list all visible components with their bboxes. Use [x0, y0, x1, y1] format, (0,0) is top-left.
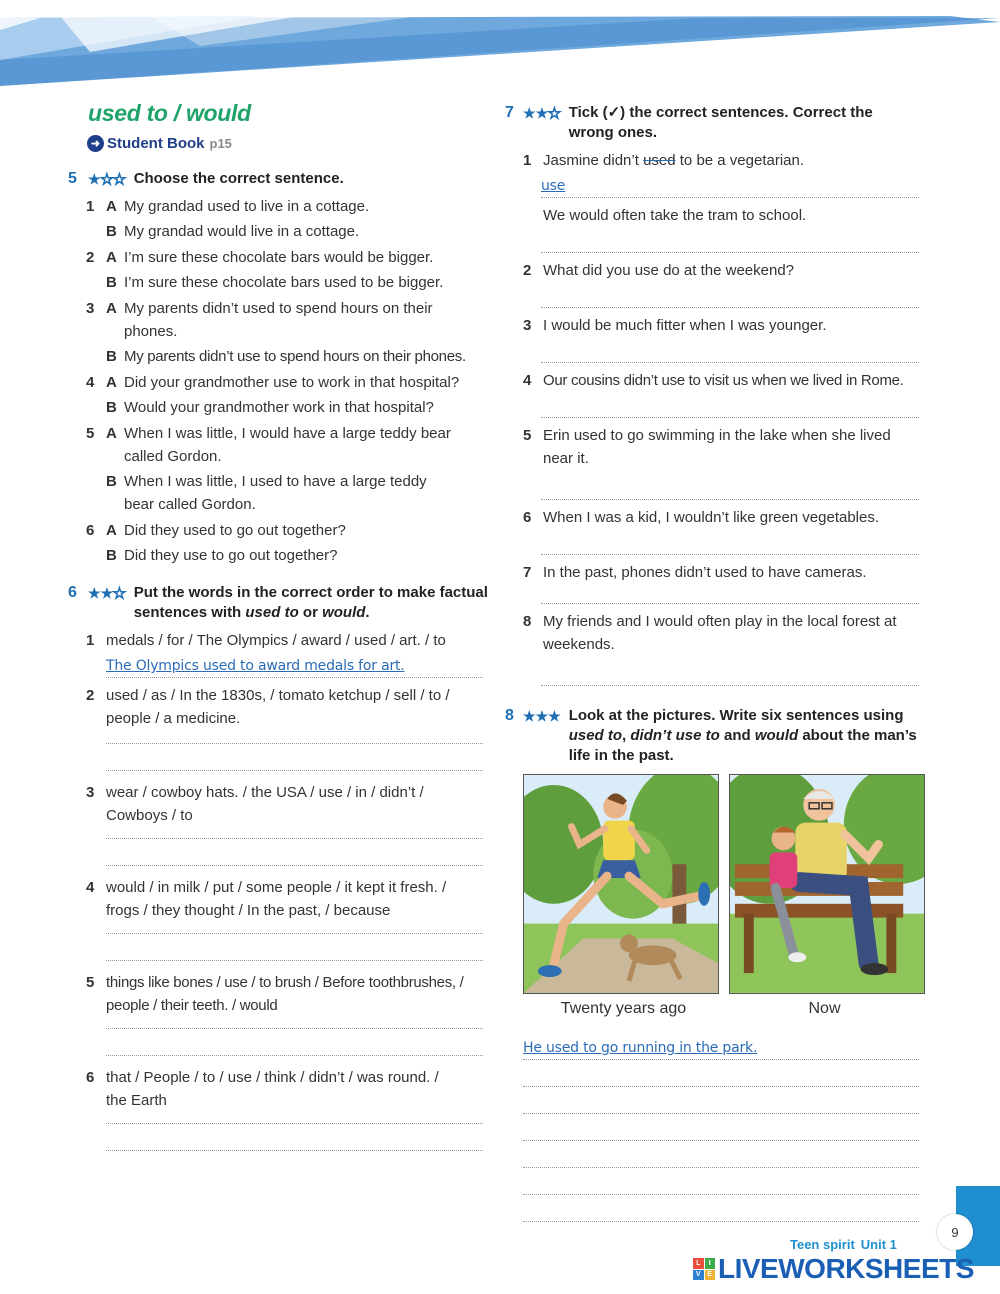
- option-text: I’m sure these chocolate bars would be bigger.: [124, 249, 434, 266]
- footer-book-title: [790, 1237, 897, 1252]
- item-number: 1: [86, 632, 95, 649]
- option-letter: A: [106, 300, 117, 317]
- item-number: 5: [523, 427, 532, 444]
- answer-line[interactable]: [541, 337, 919, 363]
- star-filled-icon: ★: [535, 708, 549, 724]
- exercise-5-items: [86, 195, 488, 567]
- student-book-page: p15: [209, 135, 232, 151]
- list-item: [86, 297, 488, 368]
- option-letter: B: [106, 399, 117, 416]
- difficulty-stars-2: [523, 103, 561, 123]
- list-item: [523, 369, 919, 418]
- list-item: [86, 1066, 483, 1151]
- sentence-text: Jasmine didn’t used to be a vegetarian.: [543, 152, 805, 169]
- list-item: [523, 314, 919, 363]
- exercise-instruction: Look at the pictures. Write six sentences using used to, didn’t use to and would about the man’s life in the past.: [568, 707, 917, 764]
- item-number: 1: [86, 198, 95, 215]
- list-item: [523, 424, 919, 500]
- option-a[interactable]: [86, 519, 488, 542]
- answer-line[interactable]: [541, 470, 919, 500]
- option-a[interactable]: [86, 422, 488, 468]
- exercise-number: 6: [68, 584, 77, 601]
- picture-pair: [523, 774, 925, 994]
- running-woman-illustration: [524, 775, 718, 993]
- star-filled-icon: ★: [100, 585, 114, 601]
- star-filled-icon: ★: [88, 585, 101, 601]
- answer-line[interactable]: [523, 1195, 919, 1222]
- option-text: Would your grandmother work in that hospital?: [124, 399, 434, 416]
- liveworksheets-wordmark: LIVEWORKSHEETS: [718, 1253, 974, 1284]
- list-item: [86, 876, 483, 961]
- exercise-6-items: [86, 629, 483, 1151]
- answer-line[interactable]: [106, 934, 483, 961]
- answer-line[interactable]: [541, 392, 919, 418]
- option-b[interactable]: [86, 345, 488, 368]
- answer-line[interactable]: [541, 174, 919, 198]
- option-text: When I was little, I would have a large teddy bear called Gordon.: [124, 425, 451, 465]
- answer-line[interactable]: [541, 656, 919, 686]
- option-b[interactable]: [86, 220, 488, 243]
- answer-line[interactable]: [541, 529, 919, 555]
- item-number: 2: [523, 262, 532, 279]
- star-empty-icon: ★: [113, 171, 126, 187]
- option-letter: B: [106, 473, 117, 490]
- star-empty-icon: ★: [100, 171, 114, 187]
- sentence-text: Our cousins didn’t use to visit us when we lived in Rome.: [543, 372, 904, 389]
- exercise-number: 8: [505, 707, 514, 724]
- word-jumble: that / People / to / use / think / didn’t / was round. / the Earth: [106, 1069, 439, 1109]
- option-a[interactable]: [86, 246, 488, 269]
- option-b[interactable]: [86, 470, 488, 516]
- item-number: 6: [523, 509, 532, 526]
- example-sentence: We would often take the tram to school.: [543, 207, 807, 224]
- answer-line[interactable]: [523, 1114, 919, 1141]
- difficulty-stars-2: [88, 583, 126, 603]
- option-b[interactable]: [86, 396, 488, 419]
- star-filled-icon: ★: [535, 105, 549, 121]
- word-jumble: things like bones / use / to brush / Before toothbrushes, / people / their teeth. / would: [106, 974, 464, 1014]
- option-b[interactable]: [86, 271, 488, 294]
- word-jumble: used / as / In the 1830s, / tomato ketchup / sell / to / people / a medicine.: [106, 687, 450, 727]
- answer-line[interactable]: [106, 744, 483, 771]
- list-item: [86, 519, 488, 567]
- option-text: My parents didn’t use to spend hours on their phones.: [124, 348, 466, 365]
- word-jumble: would / in milk / put / some people / it kept it fresh. / frogs / they thought / In the past, / because: [106, 879, 447, 919]
- exercise-instruction: Put the words in the correct order to make factual sentences with used to or would.: [133, 584, 488, 621]
- option-letter: B: [106, 223, 117, 240]
- item-number: 5: [86, 974, 95, 991]
- answer-line[interactable]: [523, 1168, 919, 1195]
- item-number: 6: [86, 1069, 95, 1086]
- star-empty-icon: ★: [113, 585, 126, 601]
- list-item: [86, 246, 488, 294]
- student-book-label: Student Book: [107, 134, 205, 152]
- picture-now: [729, 774, 925, 994]
- crossed-out-word: used: [643, 152, 676, 169]
- answer-line[interactable]: [523, 1036, 919, 1060]
- sentence-text: My friends and I would often play in the local forest at weekends.: [543, 613, 897, 653]
- option-a[interactable]: [86, 195, 488, 218]
- list-item: [86, 629, 483, 678]
- picture-captions: [523, 1000, 925, 1018]
- option-text: Did they used to go out together?: [124, 522, 346, 539]
- exercise-8-heading: [505, 706, 925, 766]
- list-item: [86, 971, 483, 1056]
- exercise-number: 7: [505, 104, 514, 121]
- item-number: 3: [86, 784, 95, 801]
- option-letter: A: [106, 249, 117, 266]
- liveworksheets-logo: [693, 1253, 974, 1285]
- sample-answer: The Olympics used to award medals for art.: [106, 658, 405, 674]
- book-name: Teen spirit: [790, 1237, 855, 1252]
- left-column: [68, 100, 488, 1151]
- section-title: used to / would: [88, 100, 251, 126]
- option-text: Did they use to go out together?: [124, 547, 338, 564]
- option-letter: B: [106, 274, 117, 291]
- answer-line[interactable]: [541, 282, 919, 308]
- item-number: 2: [86, 687, 95, 704]
- answer-line[interactable]: [541, 227, 919, 253]
- liveworksheets-badge-icon: L I V E: [693, 1258, 715, 1280]
- answer-line[interactable]: [106, 654, 483, 678]
- answer-line[interactable]: [106, 1124, 483, 1151]
- exercise-instruction: Tick (✓) the correct sentences. Correct the wrong ones.: [568, 104, 873, 141]
- list-item: [523, 149, 919, 253]
- item-number: 2: [86, 249, 95, 266]
- man-with-child-illustration: [730, 775, 924, 993]
- sample-correction: use: [541, 178, 566, 194]
- item-number: 6: [86, 522, 95, 539]
- exercise-6-heading: [68, 583, 488, 623]
- list-item: [523, 610, 919, 686]
- option-letter: A: [106, 374, 117, 391]
- sentence-text: I would be much fitter when I was younger.: [543, 317, 827, 334]
- answer-line[interactable]: [106, 730, 483, 744]
- option-a[interactable]: [86, 297, 488, 343]
- word-jumble: wear / cowboy hats. / the USA / use / in / didn’t / Cowboys / to: [106, 784, 424, 824]
- option-b[interactable]: [86, 544, 488, 567]
- exercise-7-items: [523, 149, 919, 686]
- difficulty-stars-3: [523, 706, 561, 726]
- sentence-text: When I was a kid, I wouldn’t like green vegetables.: [543, 509, 880, 526]
- right-column: [505, 103, 925, 1222]
- list-item: [86, 781, 483, 866]
- list-item: [523, 506, 919, 555]
- item-number: 4: [86, 879, 95, 896]
- item-number: 7: [523, 564, 532, 581]
- option-a[interactable]: [86, 371, 488, 394]
- exercise-5-heading: [68, 169, 488, 189]
- exercise-8-answers: [523, 1036, 919, 1222]
- sentence-text: Erin used to go swimming in the lake when she lived near it.: [543, 427, 891, 467]
- answer-line[interactable]: [541, 584, 919, 604]
- top-banner: [0, 0, 1000, 90]
- list-item: [86, 422, 488, 516]
- star-filled-icon: ★: [88, 171, 101, 187]
- answer-line[interactable]: [106, 1112, 483, 1124]
- exercise-7-heading: [505, 103, 925, 143]
- item-number: 3: [523, 317, 532, 334]
- page-number: 9: [937, 1214, 973, 1250]
- list-item: [86, 371, 488, 419]
- answer-line[interactable]: [106, 1017, 483, 1029]
- star-filled-icon: ★: [548, 708, 561, 724]
- option-text: Did your grandmother use to work in that hospital?: [124, 374, 460, 391]
- picture-twenty-years-ago: [523, 774, 719, 994]
- item-number: 1: [523, 152, 532, 169]
- list-item: [523, 561, 919, 604]
- answer-line[interactable]: [106, 1029, 483, 1056]
- item-number: 4: [523, 372, 532, 389]
- option-text: I’m sure these chocolate bars used to be bigger.: [124, 274, 444, 291]
- item-number: 4: [86, 374, 95, 391]
- option-letter: A: [106, 198, 117, 215]
- option-text: When I was little, I used to have a large teddy bear called Gordon.: [124, 473, 427, 513]
- sentence-text: In the past, phones didn’t used to have cameras.: [543, 564, 867, 581]
- sentence-text: What did you use do at the weekend?: [543, 262, 795, 279]
- answer-line[interactable]: [523, 1087, 919, 1114]
- option-letter: B: [106, 348, 117, 365]
- unit-label: Unit 1: [860, 1237, 897, 1252]
- list-item: [86, 195, 488, 243]
- list-item: [523, 259, 919, 308]
- answer-line[interactable]: [523, 1060, 919, 1087]
- option-text: My grandad used to live in a cottage.: [124, 198, 370, 215]
- answer-line[interactable]: [106, 839, 483, 866]
- item-number: 3: [86, 300, 95, 317]
- star-filled-icon: ★: [523, 708, 536, 724]
- option-letter: A: [106, 522, 117, 539]
- item-number: 5: [86, 425, 95, 442]
- list-item: [86, 684, 483, 771]
- difficulty-stars-1: [88, 169, 126, 189]
- caption-now: Now: [808, 1000, 841, 1017]
- word-jumble: medals / for / The Olympics / award / used / art. / to: [106, 632, 446, 649]
- star-empty-icon: ★: [548, 105, 561, 121]
- option-letter: A: [106, 425, 117, 442]
- answer-line[interactable]: [106, 827, 483, 839]
- answer-line[interactable]: [523, 1141, 919, 1168]
- option-letter: B: [106, 547, 117, 564]
- item-number: 8: [523, 613, 532, 630]
- arrow-right-icon: ➜: [87, 135, 104, 152]
- caption-twenty-years-ago: Twenty years ago: [560, 1000, 687, 1017]
- exercise-number: 5: [68, 170, 77, 187]
- exercise-instruction: Choose the correct sentence.: [133, 170, 344, 187]
- star-filled-icon: ★: [523, 105, 536, 121]
- option-text: My parents didn’t used to spend hours on their phones.: [124, 300, 433, 340]
- option-text: My grandad would live in a cottage.: [124, 223, 360, 240]
- student-book-reference: [87, 133, 488, 153]
- sample-answer: He used to go running in the park.: [523, 1040, 758, 1056]
- answer-line[interactable]: [106, 922, 483, 934]
